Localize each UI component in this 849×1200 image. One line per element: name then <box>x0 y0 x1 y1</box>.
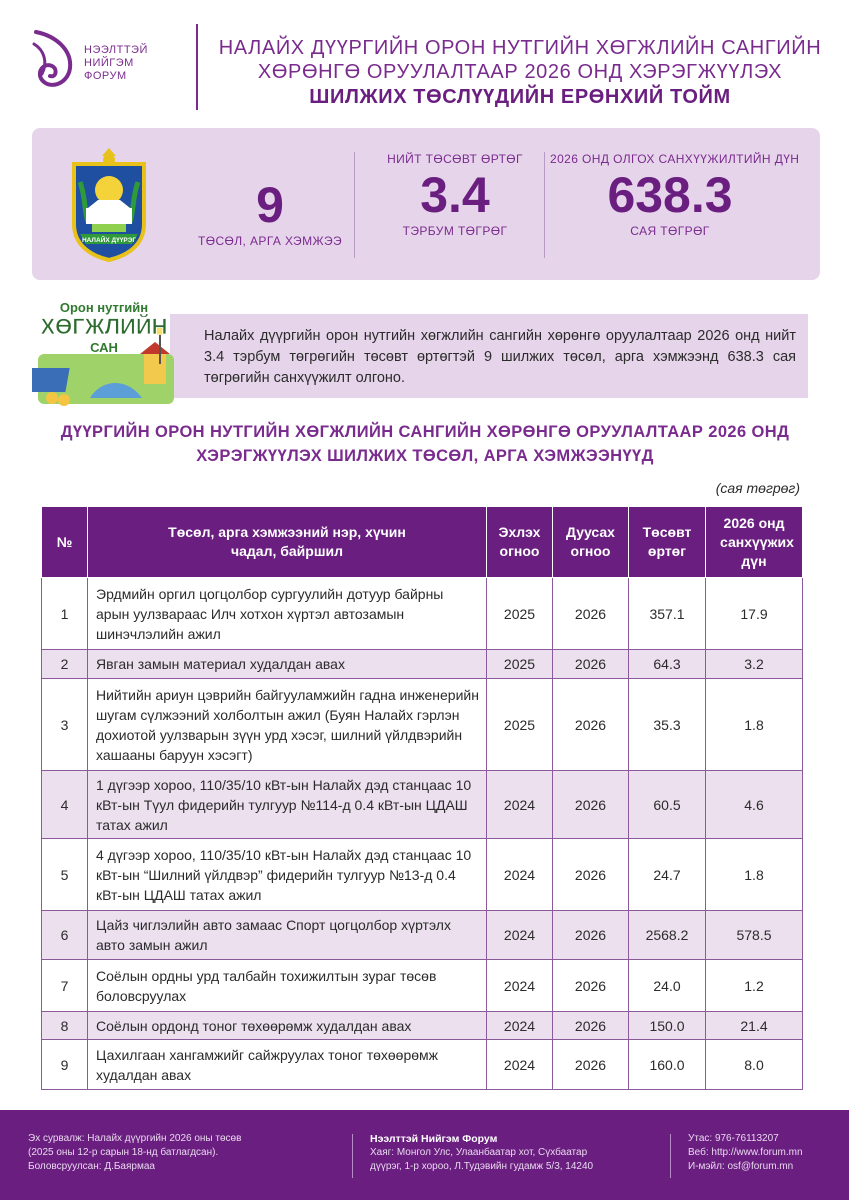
cell-funding: 4.6 <box>706 771 803 839</box>
footer-source-line-3: Боловсруулсан: Д.Баярмаа <box>28 1161 155 1172</box>
cell-funding: 17.9 <box>706 578 803 650</box>
footer-phone: Утас: 976-76113207 <box>688 1133 779 1144</box>
header-start: Эхлэх огноо <box>487 507 553 578</box>
brand-line-3: ФОРУМ <box>84 70 127 82</box>
emblem-text: НАЛАЙХ ДҮҮРЭГ <box>81 237 137 244</box>
intro-text: Налайх дүүргийн орон нутгийн хөгжлийн сангийн хөрөнгө оруулалтаар 2026 онд нийт 3.4 тэрбум төгрөгийн төсөвт өртөгтэй 9 шилжих төсөл, арга хэмжээнд 638.3 сая төгрөгийн санхүүжилт олгоно. <box>204 328 796 386</box>
cell-end: 2026 <box>553 578 629 650</box>
cell-budget: 24.0 <box>629 960 706 1012</box>
cell-end: 2026 <box>553 911 629 960</box>
cell-budget: 60.5 <box>629 771 706 839</box>
cell-budget: 64.3 <box>629 650 706 679</box>
cell-end: 2026 <box>553 839 629 911</box>
cell-end: 2026 <box>553 1040 629 1090</box>
unit-note: (сая төгрөг) <box>715 480 800 496</box>
cell-name: 4 дүгээр хороо, 110/35/10 кВт-ын Налайх дэд станцаас 10 кВт-ын “Шилний үйлдвэр” фидерийн тулгуур №13-д 0.4 кВт-ын ЦДАШ татах ажил <box>88 839 487 911</box>
cell-budget: 24.7 <box>629 839 706 911</box>
stat-projects-label: ТӨСӨЛ, АРГА ХЭМЖЭЭ <box>198 234 342 248</box>
development-fund-badge-icon <box>32 298 180 408</box>
cell-no: 8 <box>42 1012 88 1040</box>
footer-contacts <box>688 1132 803 1174</box>
nalaikh-district-emblem-icon <box>66 146 152 262</box>
cell-budget: 150.0 <box>629 1012 706 1040</box>
table-row <box>42 771 803 839</box>
header-divider <box>196 24 198 110</box>
cell-no: 6 <box>42 911 88 960</box>
cell-funding: 1.8 <box>706 679 803 771</box>
page-title-line-1: НАЛАЙХ ДҮҮРГИЙН ОРОН НУТГИЙН ХӨГЖЛИЙН САНГИЙН <box>218 37 822 59</box>
cell-start: 2024 <box>487 911 553 960</box>
open-society-forum-logo-icon <box>30 28 76 94</box>
brand-line-1: НЭЭЛТТЭЙ <box>84 44 148 56</box>
brand-line-2: НИЙГЭМ <box>84 57 134 69</box>
cell-name: Цахилгаан хангамжийг сайжруулах тоног төхөөрөмж худалдан авах <box>88 1040 487 1090</box>
page-title-line-2: ХӨРӨНГӨ ОРУУЛАЛТААР 2026 ОНД ХЭРЭГЖҮҮЛЭХ <box>257 61 783 83</box>
cell-start: 2024 <box>487 960 553 1012</box>
table-row <box>42 1040 803 1090</box>
cell-funding: 3.2 <box>706 650 803 679</box>
summary-stats-panel <box>32 128 820 280</box>
stat-total-budget <box>370 152 540 238</box>
cell-end: 2026 <box>553 679 629 771</box>
cell-end: 2026 <box>553 960 629 1012</box>
intro-box <box>170 314 808 398</box>
cell-no: 5 <box>42 839 88 911</box>
cell-name: Соёлын ордны урд талбайн тохижилтын зураг төсөв боловсруулах <box>88 960 487 1012</box>
cell-funding: 578.5 <box>706 911 803 960</box>
table-row <box>42 679 803 771</box>
cell-start: 2025 <box>487 650 553 679</box>
stat-funding-value: 638.3 <box>607 167 733 223</box>
cell-start: 2024 <box>487 839 553 911</box>
cell-name: Цайз чиглэлийн авто замаас Спорт цогцолбор хүртэлх авто замын ажил <box>88 911 487 960</box>
header-end: Дуусах огноо <box>553 507 629 578</box>
section-title-line-2: ХЭРЭГЖҮҮЛЭХ ШИЛЖИХ ТӨСӨЛ, АРГА ХЭМЖЭЭНҮҮД <box>196 447 654 465</box>
cell-funding: 21.4 <box>706 1012 803 1040</box>
footer-source <box>28 1132 241 1174</box>
stat-budget-value: 3.4 <box>420 167 490 223</box>
cell-budget: 160.0 <box>629 1040 706 1090</box>
cell-no: 1 <box>42 578 88 650</box>
footer-divider-2 <box>670 1134 671 1178</box>
cell-name: 1 дүгээр хороо, 110/35/10 кВт-ын Налайх дэд станцаас 10 кВт-ын Түул фидерийн тулгуур №114-д 0.4 кВт-ын ЦДАШ татах ажил <box>88 771 487 839</box>
cell-budget: 2568.2 <box>629 911 706 960</box>
cell-name: Эрдмийн оргил цогцолбор сургуулийн дотуур байрны арын уулзвараас Илч хотхон хүртэл автозамын шинэчлэлийн ажил <box>88 578 487 650</box>
footer-divider-1 <box>352 1134 353 1178</box>
header-budget: Төсөвт өртөг <box>629 507 706 578</box>
cell-funding: 8.0 <box>706 1040 803 1090</box>
cell-no: 2 <box>42 650 88 679</box>
stat-funding-label: 2026 ОНД ОЛГОХ САНХҮҮЖИЛТИЙН ДҮН <box>550 152 800 166</box>
table-row <box>42 578 803 650</box>
cell-budget: 357.1 <box>629 578 706 650</box>
cell-no: 3 <box>42 679 88 771</box>
cell-name: Нийтийн ариун цэврийн байгууламжийн гадна инженерийн шугам сүлжээний холболтын ажил (Буян Налайх гэрлэн дохиотой уулзварын зүүн урд хэсэг, шилний үйлдвэрийн хашааны баруун хэсэгт) <box>88 679 487 771</box>
stat-budget-unit: ТЭРБУМ ТӨГРӨГ <box>402 224 508 238</box>
table-row <box>42 1012 803 1040</box>
page-title-line-3: ШИЛЖИХ ТӨСЛҮҮДИЙН ЕРӨНХИЙ ТОЙМ <box>309 86 731 108</box>
header-funding: 2026 онд санхүүжих дүн <box>706 507 803 578</box>
cell-end: 2026 <box>553 1012 629 1040</box>
cell-end: 2026 <box>553 650 629 679</box>
cell-budget: 35.3 <box>629 679 706 771</box>
cell-no: 7 <box>42 960 88 1012</box>
brand-name <box>84 44 148 83</box>
footer-address <box>370 1132 593 1174</box>
cell-name: Явган замын материал худалдан авах <box>88 650 487 679</box>
cell-funding: 1.2 <box>706 960 803 1012</box>
stat-projects <box>180 176 360 248</box>
stat-budget-label: НИЙТ ТӨСӨВТ ӨРТӨГ <box>387 152 523 166</box>
footer-address-line-2: дүүрэг, 1-р хороо, Л.Тудэвийн гудамж 5/3, 14240 <box>370 1161 594 1172</box>
footer-email-link[interactable]: И-мэйл: osf@forum.mn <box>688 1161 794 1172</box>
header-name: Төсөл, арга хэмжээний нэр, хүчин чадал, байршил <box>88 507 487 578</box>
footer-org-name: Нээлттэй Нийгэм Форум <box>370 1133 498 1145</box>
footer-source-line-1: Эх сурвалж: Налайх дүүргийн 2026 оны төсөв <box>28 1133 242 1144</box>
stat-funding-unit: САЯ ТӨГРӨГ <box>630 224 710 238</box>
footer-address-line-1: Хаяг: Монгол Улс, Улаанбаатар хот, Сүхбаатар <box>370 1147 588 1158</box>
badge-line-2: ХӨГЖЛИЙН <box>40 314 168 339</box>
stat-projects-value: 9 <box>256 177 284 233</box>
footer-web-link[interactable]: Веб: http://www.forum.mn <box>688 1147 803 1158</box>
cell-start: 2025 <box>487 679 553 771</box>
cell-name: Соёлын ордонд тоног төхөөрөмж худалдан авах <box>88 1012 487 1040</box>
cell-start: 2025 <box>487 578 553 650</box>
cell-no: 9 <box>42 1040 88 1090</box>
page-title <box>210 36 830 110</box>
cell-start: 2024 <box>487 1040 553 1090</box>
cell-start: 2024 <box>487 1012 553 1040</box>
table-header-row <box>42 507 803 578</box>
badge-line-3: САН <box>90 340 118 355</box>
cell-start: 2024 <box>487 771 553 839</box>
footer <box>0 1110 849 1200</box>
table-row <box>42 960 803 1012</box>
badge-line-1: Орон нутгийн <box>59 300 149 315</box>
table-row <box>42 650 803 679</box>
table-row <box>42 839 803 911</box>
stat-divider-1 <box>354 152 355 258</box>
footer-source-line-2: (2025 оны 12-р сарын 18-нд батлагдсан). <box>28 1147 219 1158</box>
cell-funding: 1.8 <box>706 839 803 911</box>
projects-table <box>41 506 803 1090</box>
section-title <box>40 420 810 468</box>
table-row <box>42 911 803 960</box>
stat-2026-funding <box>550 152 800 238</box>
header-no: № <box>42 507 88 578</box>
stat-divider-2 <box>544 152 545 258</box>
section-title-line-1: ДҮҮРГИЙН ОРОН НУТГИЙН ХӨГЖЛИЙН САНГИЙН ХӨРӨНГӨ ОРУУЛАЛТААР 2026 ОНД <box>60 423 790 441</box>
header <box>0 0 849 118</box>
cell-no: 4 <box>42 771 88 839</box>
cell-end: 2026 <box>553 771 629 839</box>
